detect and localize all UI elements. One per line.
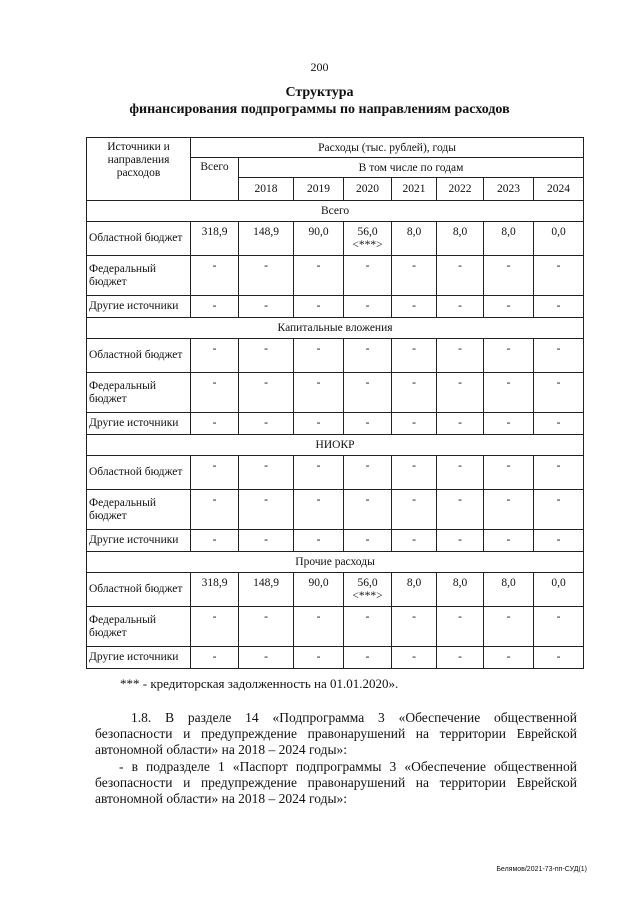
- value-cell: 56,0 <***>: [344, 222, 392, 256]
- table-row: [87, 607, 584, 647]
- value-cell: 0,0: [534, 573, 584, 607]
- value-cell: -: [239, 339, 294, 373]
- value-cell: -: [437, 413, 484, 435]
- value-cell: -: [534, 256, 584, 296]
- header-expenses: Расходы (тыс. рублей), годы: [191, 138, 584, 158]
- year-header: 2024: [534, 178, 584, 201]
- value-cell: 148,9: [239, 222, 294, 256]
- value-cell: -: [239, 413, 294, 435]
- source-label: Другие источники: [87, 647, 191, 669]
- value-cell: -: [294, 490, 344, 530]
- value-cell: 8,0: [437, 222, 484, 256]
- value-cell: -: [484, 490, 534, 530]
- table-row: [87, 413, 584, 435]
- source-label: Федеральный бюджет: [87, 256, 191, 296]
- source-label: Другие источники: [87, 530, 191, 552]
- value-cell: -: [484, 530, 534, 552]
- value-cell: -: [239, 456, 294, 490]
- section-header: Капитальные вложения: [87, 318, 584, 339]
- value-cell: -: [191, 413, 239, 435]
- footnote: *** - кредиторская задолженность на 01.01.2020».: [120, 676, 399, 691]
- table-row: [87, 373, 584, 413]
- value-cell: -: [437, 607, 484, 647]
- value-cell: -: [392, 256, 437, 296]
- value-cell: -: [294, 647, 344, 669]
- value-cell: -: [344, 256, 392, 296]
- source-label: Областной бюджет: [87, 456, 191, 490]
- title-line-1: Структура: [285, 85, 354, 100]
- value-cell: -: [191, 256, 239, 296]
- page-number: 200: [310, 60, 329, 74]
- value-cell: 56,0 <***>: [344, 573, 392, 607]
- value-cell: 0,0: [534, 222, 584, 256]
- value-cell: -: [294, 456, 344, 490]
- value-cell: 8,0: [437, 573, 484, 607]
- value-cell: -: [392, 456, 437, 490]
- value-cell: -: [534, 456, 584, 490]
- value-cell: -: [191, 373, 239, 413]
- table-row: [87, 530, 584, 552]
- value-cell: -: [534, 530, 584, 552]
- value-cell: -: [191, 607, 239, 647]
- value-cell: -: [239, 607, 294, 647]
- value-cell: 90,0: [294, 573, 344, 607]
- value-cell: -: [484, 647, 534, 669]
- table-title: [0, 84, 639, 118]
- value-cell: -: [392, 607, 437, 647]
- value-cell: -: [239, 490, 294, 530]
- source-label: Областной бюджет: [87, 339, 191, 373]
- section-header: Всего: [87, 201, 584, 222]
- source-label: Областной бюджет: [87, 222, 191, 256]
- value-cell: -: [239, 256, 294, 296]
- table-row: [87, 456, 584, 490]
- value-cell: 8,0: [392, 222, 437, 256]
- value-cell: -: [344, 647, 392, 669]
- title-line-2: финансирования подпрограммы по направлениям расходов: [129, 102, 510, 117]
- value-cell: -: [191, 530, 239, 552]
- value-cell: 90,0: [294, 222, 344, 256]
- value-cell: -: [437, 490, 484, 530]
- value-cell: 318,9: [191, 573, 239, 607]
- value-cell: -: [294, 607, 344, 647]
- paragraph-1: 1.8. В разделе 14 «Подпрограмма 3 «Обеспечение общественной безопасности и предупреждение правонарушений на территории Еврейской автономной области» на 2018 – 2024 годы»:: [95, 710, 577, 757]
- value-cell: -: [437, 339, 484, 373]
- year-header: 2020: [344, 178, 392, 201]
- value-cell: -: [344, 373, 392, 413]
- value-cell: -: [484, 413, 534, 435]
- value-cell: -: [437, 456, 484, 490]
- value-cell: -: [484, 373, 534, 413]
- value-cell: -: [344, 456, 392, 490]
- value-cell: -: [191, 490, 239, 530]
- value-cell: -: [294, 373, 344, 413]
- value-cell: -: [437, 373, 484, 413]
- value-cell: -: [392, 373, 437, 413]
- table-row: [87, 296, 584, 318]
- value-cell: -: [437, 647, 484, 669]
- year-header: 2021: [392, 178, 437, 201]
- value-cell: -: [392, 339, 437, 373]
- table-row: [87, 647, 584, 669]
- year-header: 2023: [484, 178, 534, 201]
- table-row: [87, 222, 584, 256]
- table-row: [87, 490, 584, 530]
- header-total: Всего: [191, 158, 239, 201]
- value-cell: -: [392, 647, 437, 669]
- source-label: Другие источники: [87, 413, 191, 435]
- year-header: 2018: [239, 178, 294, 201]
- value-cell: -: [437, 296, 484, 318]
- value-cell: -: [484, 256, 534, 296]
- value-cell: -: [191, 647, 239, 669]
- value-cell: -: [294, 530, 344, 552]
- value-cell: -: [392, 530, 437, 552]
- value-cell: -: [294, 339, 344, 373]
- value-cell: -: [392, 296, 437, 318]
- value-cell: -: [344, 530, 392, 552]
- header-sources: Источники и направления расходов: [87, 138, 191, 201]
- value-cell: -: [534, 296, 584, 318]
- year-header: 2022: [437, 178, 484, 201]
- value-cell: -: [534, 607, 584, 647]
- value-cell: -: [344, 490, 392, 530]
- source-label: Федеральный бюджет: [87, 607, 191, 647]
- value-cell: 8,0: [484, 222, 534, 256]
- value-cell: -: [239, 373, 294, 413]
- year-header: 2019: [294, 178, 344, 201]
- value-cell: -: [534, 339, 584, 373]
- paragraph-2: - в подразделе 1 «Паспорт подпрограммы 3 «Обеспечение общественной безопасности и предупреждение правонарушений на территории Еврейской автономной области» на 2018 – 2024 годы»:: [95, 759, 577, 806]
- value-cell: -: [344, 339, 392, 373]
- table-row: [87, 256, 584, 296]
- value-cell: -: [534, 647, 584, 669]
- value-cell: -: [344, 607, 392, 647]
- header-by-year: В том числе по годам: [239, 158, 584, 178]
- value-cell: -: [344, 296, 392, 318]
- value-cell: 8,0: [392, 573, 437, 607]
- value-cell: -: [239, 296, 294, 318]
- source-label: Федеральный бюджет: [87, 373, 191, 413]
- value-cell: -: [294, 256, 344, 296]
- value-cell: -: [294, 296, 344, 318]
- value-cell: -: [484, 339, 534, 373]
- value-cell: -: [437, 530, 484, 552]
- value-cell: -: [534, 413, 584, 435]
- document-footer: Белямов/2021-73-пп-СУД(1): [496, 866, 587, 873]
- value-cell: -: [239, 647, 294, 669]
- value-cell: -: [392, 490, 437, 530]
- value-cell: 8,0: [484, 573, 534, 607]
- value-cell: -: [191, 456, 239, 490]
- value-cell: 318,9: [191, 222, 239, 256]
- table-row: [87, 573, 584, 607]
- value-cell: -: [344, 413, 392, 435]
- value-cell: -: [437, 256, 484, 296]
- value-cell: -: [392, 413, 437, 435]
- value-cell: -: [294, 413, 344, 435]
- value-cell: -: [191, 339, 239, 373]
- value-cell: -: [484, 296, 534, 318]
- source-label: Другие источники: [87, 296, 191, 318]
- value-cell: -: [484, 607, 534, 647]
- section-header: НИОКР: [87, 435, 584, 456]
- value-cell: -: [191, 296, 239, 318]
- value-cell: -: [534, 490, 584, 530]
- table-row: [87, 339, 584, 373]
- source-label: Областной бюджет: [87, 573, 191, 607]
- value-cell: -: [484, 456, 534, 490]
- section-header: Прочие расходы: [87, 552, 584, 573]
- value-cell: -: [534, 373, 584, 413]
- value-cell: -: [239, 530, 294, 552]
- value-cell: 148,9: [239, 573, 294, 607]
- financing-table: [86, 137, 584, 669]
- source-label: Федеральный бюджет: [87, 490, 191, 530]
